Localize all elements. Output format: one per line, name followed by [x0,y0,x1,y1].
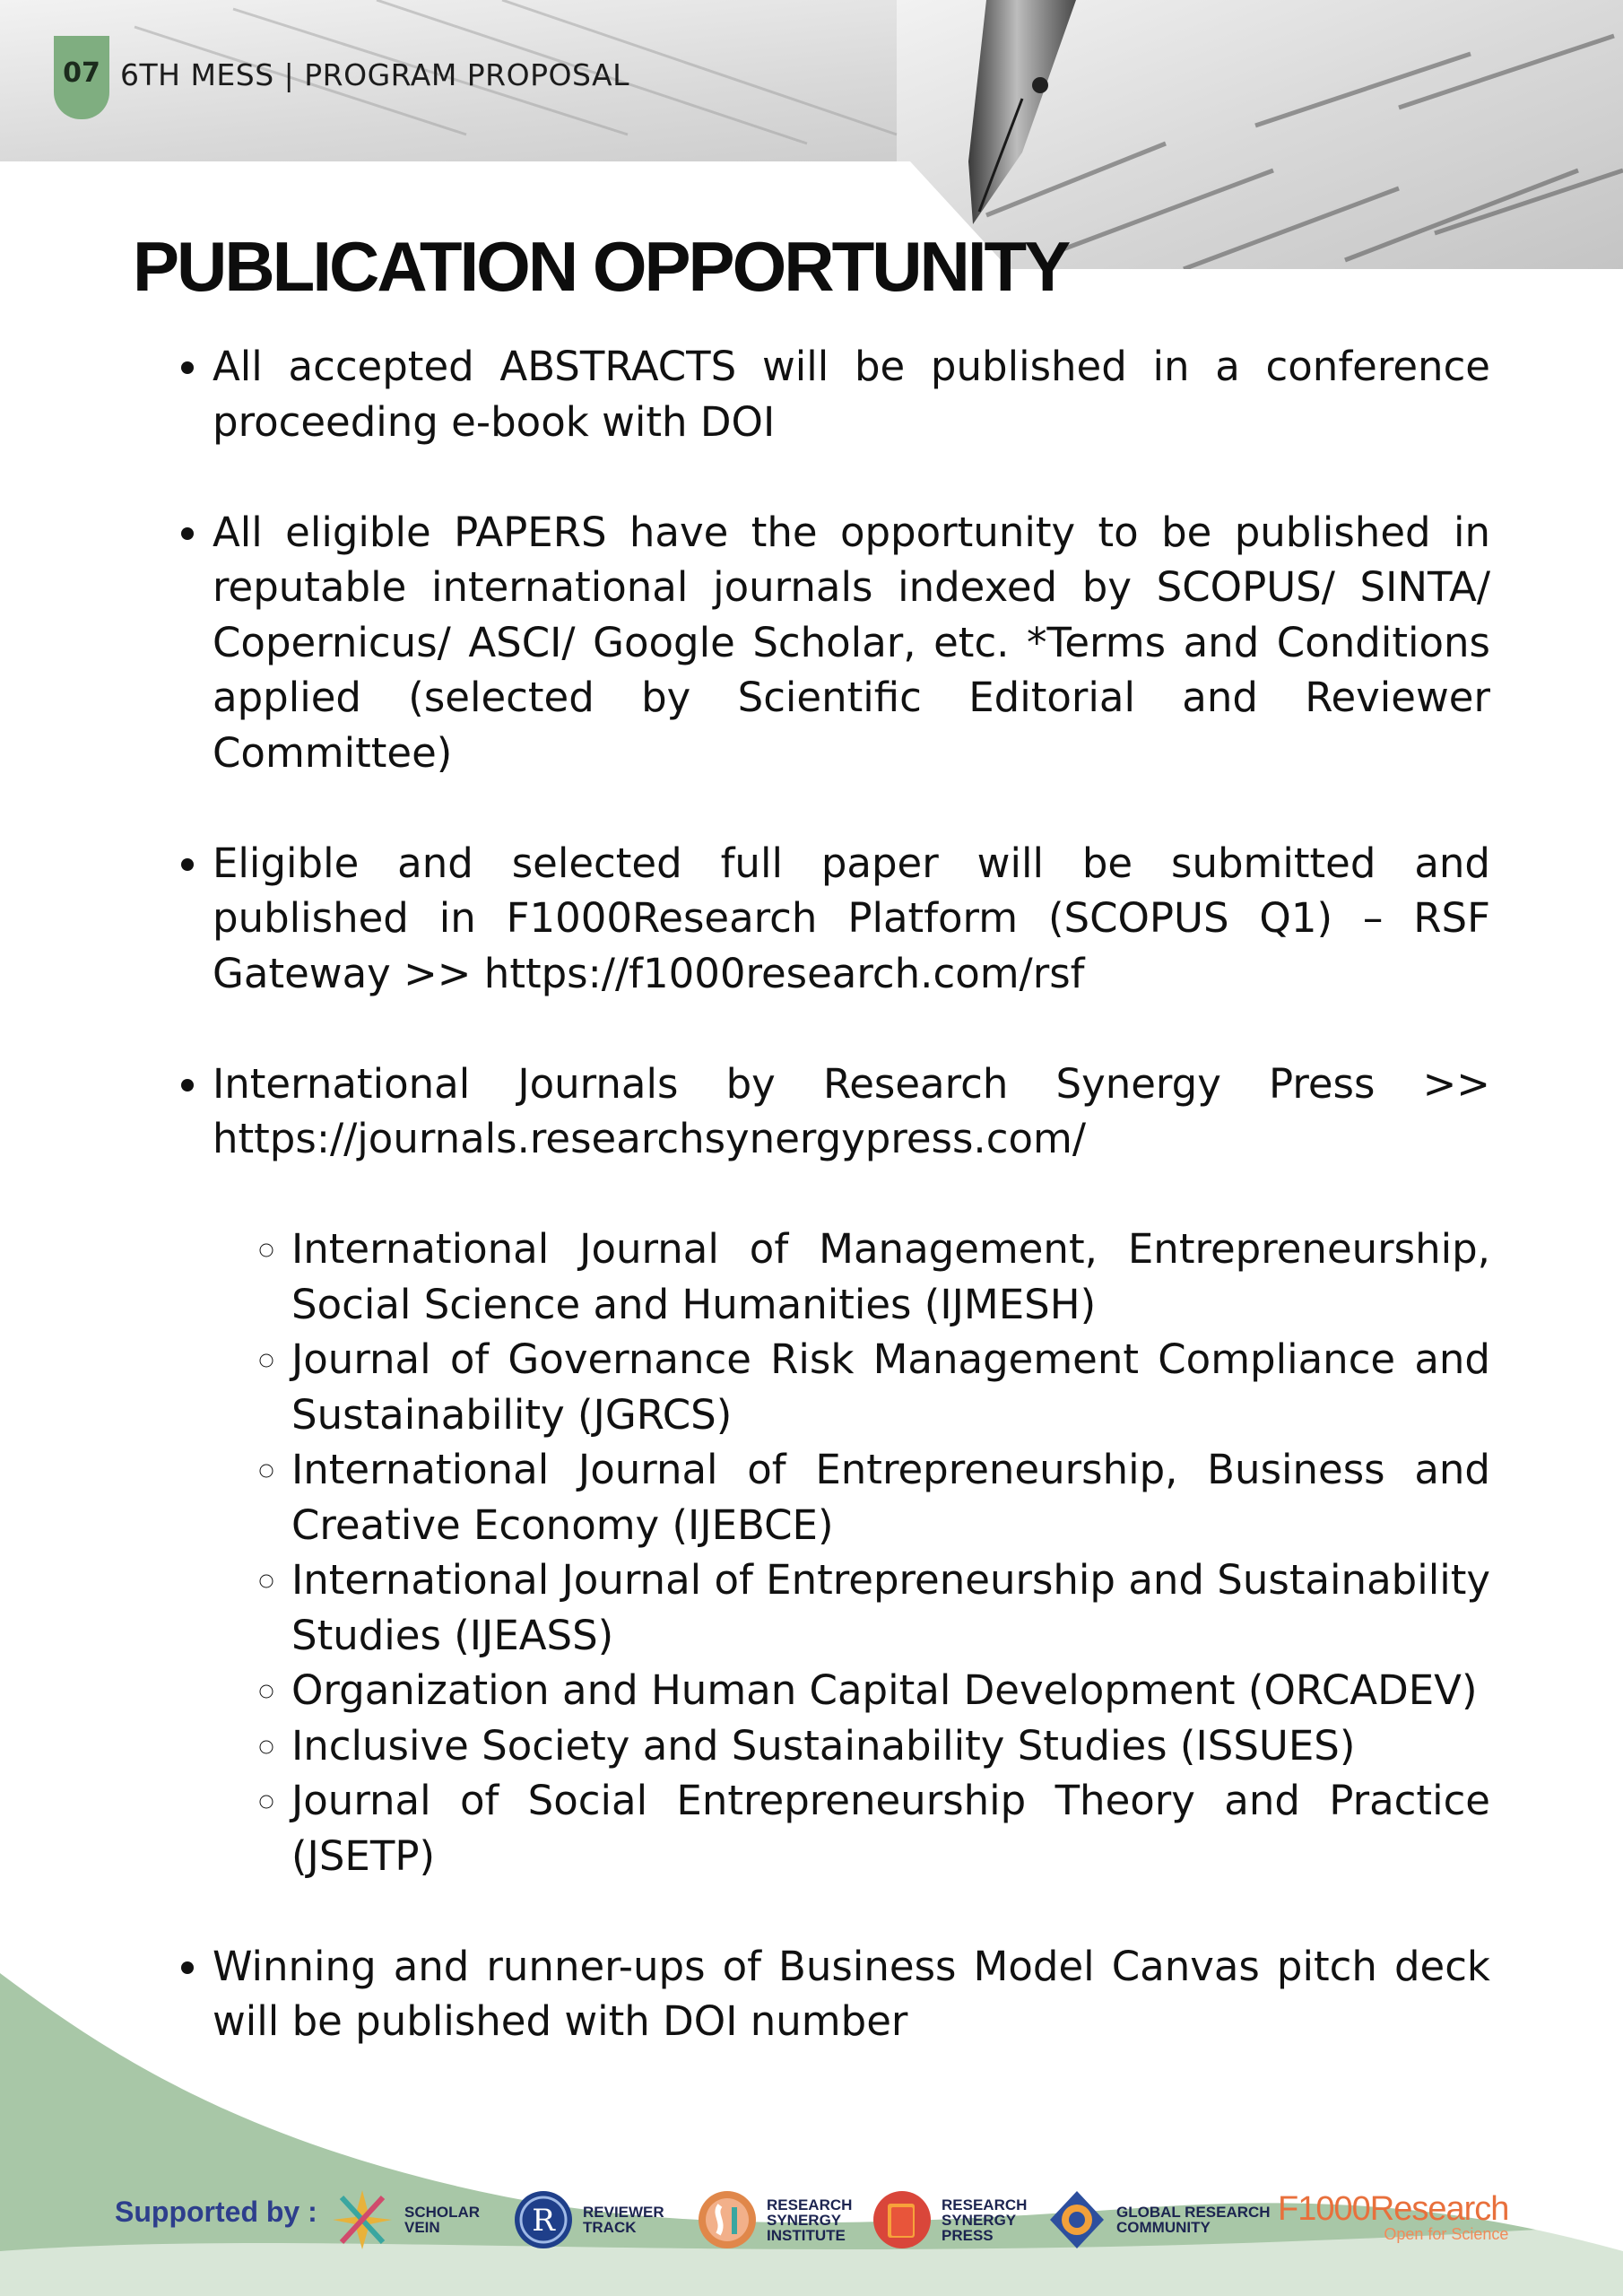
scholar-vein-logo [327,2170,480,2269]
journal-item: ◦ International Journal of Entrepreneurship and Sustainability Studies (IJEASS) [291,1552,1490,1663]
research-synergy-press-icon [870,2187,934,2252]
journal-item: ◦ Organization and Human Capital Development (ORCADEV) [291,1663,1490,1718]
reviewer-track-icon [511,2187,576,2252]
list-item [213,1057,1490,1884]
list-item-text: • All accepted ABSTRACTS will be published in a conference proceeding e-book with DOI [213,343,1490,446]
list-item-text: • Winning and runner-ups of Business Model Canvas pitch deck will be published with DOI number [213,1942,1490,2045]
logo-label: SCHOLAR VEIN [404,2204,481,2236]
research-synergy-institute-logo [695,2170,852,2269]
research-synergy-press-logo [870,2170,1027,2269]
opportunity-list [170,339,1490,2049]
journal-list [213,1222,1490,1883]
journal-item: ◦ International Journal of Management, Entrepreneurship, Social Science and Humanities (IJMESH) [291,1222,1490,1332]
logo-label: GLOBAL RESEARCH COMMUNITY [1116,2204,1271,2236]
supported-by-label: Supported by : [115,2196,317,2228]
global-research-community-logo [1045,2170,1271,2269]
journal-item: ◦ International Journal of Entrepreneurship, Business and Creative Economy (IJEBCE) [291,1442,1490,1552]
list-item [213,505,1490,781]
logo-label: RESEARCH SYNERGY INSTITUTE [767,2196,853,2244]
page-number-badge [54,36,109,119]
scholar-vein-icon [327,2185,397,2255]
journal-item: ◦ Inclusive Society and Sustainability Studies (ISSUES) [291,1718,1490,1774]
list-item [213,836,1490,1002]
journal-item: ◦ Journal of Governance Risk Management Compliance and Sustainability (JGRCS) [291,1332,1490,1442]
page-title: PUBLICATION OPPORTUNITY [133,227,1069,306]
sponsor-logos [327,2170,1511,2269]
list-item-text: • All eligible PAPERS have the opportunity to be published in reputable international journals indexed by SCOPUS/ SINTA/ Copernicus/ ASCI/ Google Scholar, etc. *Terms and Conditions applied (selected by Scientific Editorial and Reviewer Committee) [213,508,1490,777]
list-item [213,339,1490,449]
list-item-text: • International Journals by Research Synergy Press >> https://journals.researchsynergypress.com/ [213,1059,1490,1162]
journal-item: ◦ Journal of Social Entrepreneurship Theory and Practice (JSETP) [291,1773,1490,1883]
svg-text:R: R [532,2203,555,2239]
list-item-text: • Eligible and selected full paper will be submitted and published in F1000Research Platform (SCOPUS Q1) – RSF Gateway >> https://f1000research.com/rsf [213,839,1490,997]
global-research-community-icon [1045,2187,1109,2252]
f1000research-name: F1000Research [1278,2190,1509,2228]
research-synergy-institute-icon [695,2187,759,2252]
reviewer-track-logo [511,2170,664,2269]
f1000research-tagline: Open for Science [1384,2225,1509,2243]
page-number: 07 [63,57,100,89]
document-label: 6TH MESS | PROGRAM PROPOSAL [120,57,629,92]
f1000research-logo [1278,2190,1508,2244]
publication-list [170,339,1490,2049]
logo-label: REVIEWER TRACK [583,2204,664,2236]
logo-label: RESEARCH SYNERGY PRESS [942,2196,1028,2244]
